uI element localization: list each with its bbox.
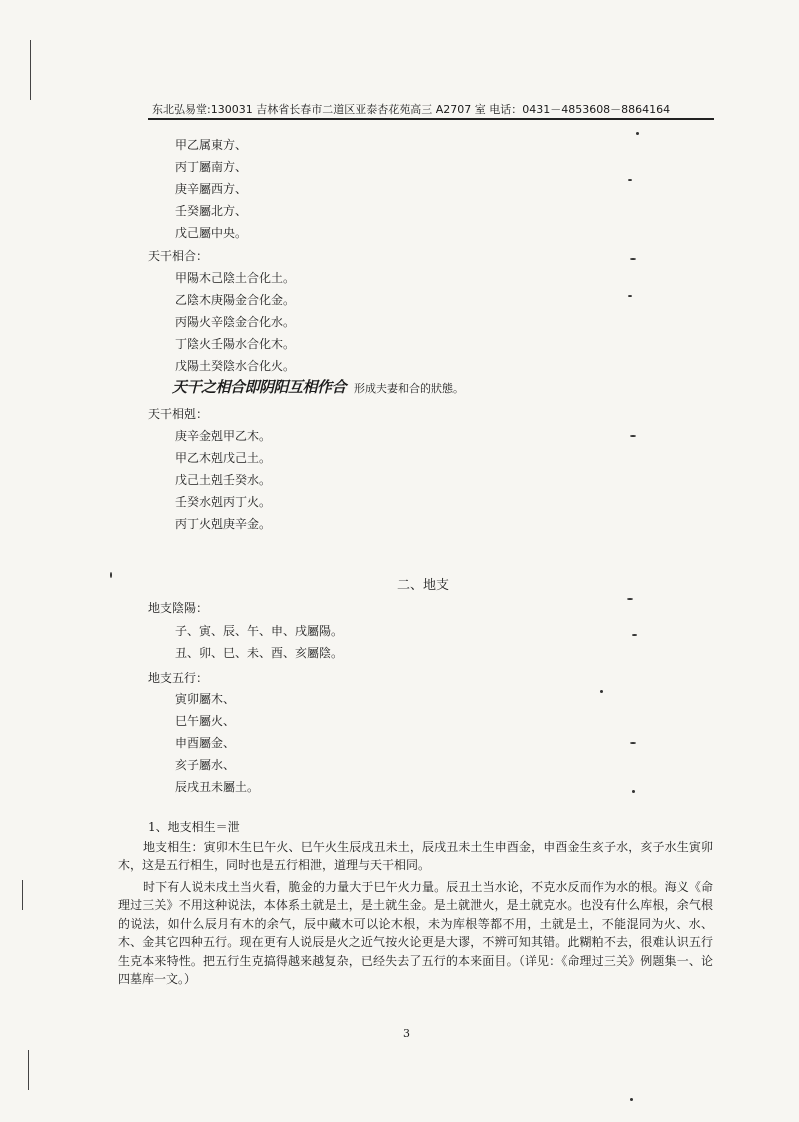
xianghe-item: 丙陽火辛陰金合化水。 [175, 315, 296, 329]
wuxing-item: 寅卯屬木、 [175, 692, 236, 706]
scan-speck [636, 132, 639, 135]
handwritten-note-line [172, 376, 464, 397]
yinyang-item: 丑、卯、巳、未、酉、亥屬陰。 [175, 646, 344, 660]
wuxing-item: 申酉屬金、 [175, 736, 236, 750]
subheading: 1、地支相生＝泄 [148, 820, 240, 834]
letterhead-text: 东北弘易堂:130031 吉林省长春市二道区亚泰杏花苑高三 A2707 室 电话：0431－4853608－8864164 [152, 103, 671, 116]
scan-speck [110, 572, 112, 578]
scan-edge-mark [22, 880, 23, 910]
scan-speck [630, 1098, 633, 1101]
xiangke-item: 甲乙木剋戊己土。 [175, 451, 272, 465]
scan-edge-mark [30, 40, 31, 100]
wuxing-item: 巳午屬火、 [175, 714, 236, 728]
scan-speck [632, 634, 637, 636]
paragraph-2: 时下有人说未戌土当火看，脆金的力量大于巳午火力量。辰丑土当水论，不克水反而作为水的根。海义《命理过三关》不用这种说法，本体系土就是土，是土就生金。是土就泄火，是土就克水。也没有什么库根，余气根的说法，如什么辰月有木的余气，辰中藏木可以论木根，未为库根等都不用，土就是土，不能混同为火、水、木、金其它四种五行。现在更有人说辰是火之近气按火论更是大谬，不辨可知其错。此糊粕不去，很难认识五行生克本来特性。把五行生克搞得越来越复杂，已经失去了五行的本来面目。（详见：《命理过三关》例题集一、论四墓库一文。） [118, 880, 713, 987]
wuxing-label: 地支五行： [148, 671, 209, 685]
scan-speck [630, 742, 636, 744]
page-number: 3 [403, 1027, 410, 1040]
xianghe-item: 戊陽土癸陰水合化火。 [175, 359, 296, 373]
xiangke-item: 戊己土剋壬癸水。 [175, 473, 272, 487]
fangwei-item: 戊己屬中央。 [175, 226, 248, 240]
scan-speck [628, 295, 632, 297]
section-title-dizhi: 二、地支 [397, 578, 450, 593]
letterhead-rule [148, 118, 714, 120]
fangwei-item: 庚辛屬西方、 [175, 182, 248, 196]
xiangke-item: 庚辛金剋甲乙木。 [175, 429, 272, 443]
scan-edge-mark [28, 1050, 29, 1090]
scan-speck [600, 690, 603, 693]
yinyang-label: 地支陰陽： [148, 601, 209, 615]
scan-speck [630, 435, 636, 437]
scan-speck [627, 598, 633, 600]
note-tail: 形成夫妻和合的狀態。 [354, 382, 465, 395]
scan-speck [630, 258, 636, 260]
xianghe-item: 乙陰木庚陽金合化金。 [175, 293, 296, 307]
xianghe-label: 天干相合： [148, 249, 209, 263]
yinyang-item: 子、寅、辰、午、申、戌屬陽。 [175, 624, 344, 638]
wuxing-item: 辰戌丑未屬土。 [175, 780, 260, 794]
xiangke-item: 丙丁火剋庚辛金。 [175, 517, 272, 531]
fangwei-item: 壬癸屬北方、 [175, 204, 248, 218]
fangwei-item: 甲乙属東方、 [175, 138, 248, 152]
xianghe-item: 甲陽木己陰土合化土。 [175, 271, 296, 285]
scan-speck [632, 790, 635, 793]
wuxing-item: 亥子屬水、 [175, 758, 236, 772]
xiangke-label: 天干相剋： [148, 407, 209, 421]
paragraph-1: 地支相生：寅卯木生巳午火、巳午火生辰戌丑未土，辰戌丑未土生申酉金，申酉金生亥子水，亥子水生寅卯木，这是五行相生，同时也是五行相泄，道理与天干相同。 [118, 840, 713, 873]
scan-speck [628, 179, 632, 181]
fangwei-item: 丙丁屬南方、 [175, 160, 248, 174]
xianghe-item: 丁陰火壬陽水合化木。 [175, 337, 296, 351]
xiangke-item: 壬癸水剋丙丁火。 [175, 495, 272, 509]
handwritten-note: 天干之相合即阴阳互相作合 [172, 378, 347, 396]
